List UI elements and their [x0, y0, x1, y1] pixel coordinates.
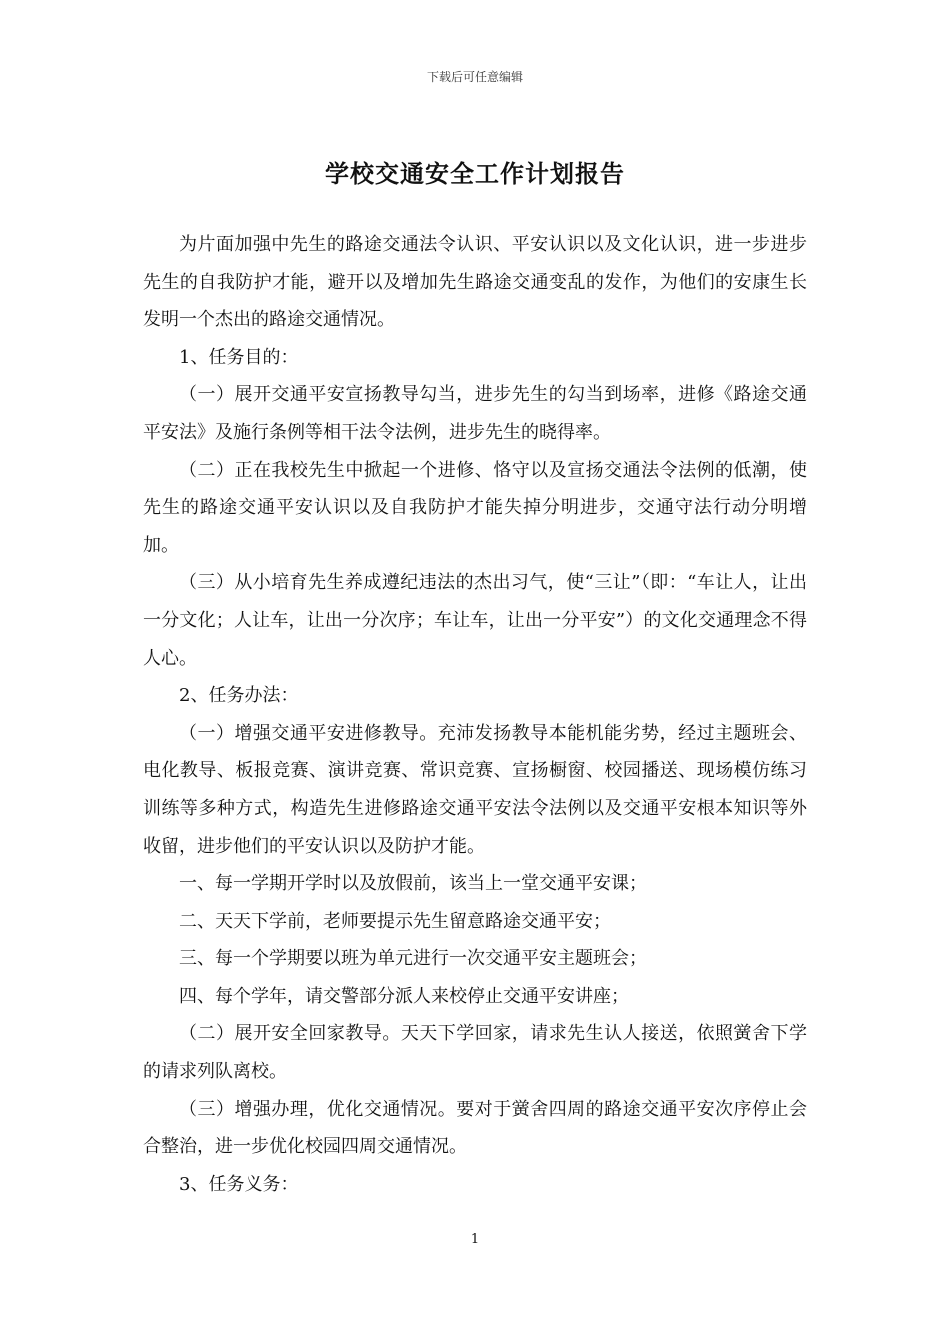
document-title: 学校交通安全工作计划报告	[325, 159, 625, 188]
paragraph-goal-3: （三）从小培育先生养成遵纪违法的杰出习气，使“三让”（即：“车让人，让出一分文化；人让车，让出一分次序；车让车，让出一分平安”）的文化交通理念不得人心。	[143, 572, 807, 669]
page-number: 1	[470, 1232, 480, 1247]
list-item-2: 二、天天下学前，老师要提示先生留意路途交通平安；	[179, 910, 611, 932]
heading-task-method: 2、任务办法：	[179, 685, 299, 707]
paragraph-goal-1: （一）展开交通平安宣扬教导勾当，进步先生的勾当到场率，进修《路途交通平安法》及施行条例等相干法令法例，进步先生的晓得率。	[143, 384, 807, 443]
paragraph-method-3: （三）增强办理，优化交通情况。要对于黉舍四周的路途交通平安次序停止会合整治，进一步优化校园四周交通情况。	[143, 1098, 807, 1158]
header-note: 下载后可任意编辑	[426, 70, 523, 84]
paragraph-goal-2: （二）正在我校先生中掀起一个进修、恪守以及宣扬交通法令法例的低潮，使先生的路途交通平安认识以及自我防护才能失掉分明进步，交通守法行动分明增加。	[143, 459, 807, 556]
list-item-3: 三、每一个学期要以班为单元进行一次交通平安主题班会；	[179, 948, 647, 970]
list-item-4: 四、每个学年，请交警部分派人来校停止交通平安讲座；	[179, 985, 629, 1007]
paragraph-method-1: （一）增强交通平安进修教导。充沛发扬教导本能机能劣势，经过主题班会、电化教导、板报竞赛、演讲竞赛、常识竞赛、宣扬橱窗、校园播送、现场模仿练习训练等多种方式，构造先生进修路途交通平安法令法例以及交通平安根本知识等外收留，进步他们的平安认识以及防护才能。	[143, 722, 807, 857]
heading-task-goal: 1、任务目的：	[179, 346, 299, 368]
document-body	[143, 226, 807, 1203]
paragraph-method-2: （二）展开安全回家教导。天天下学回家，请求先生认人接送，依照黉舍下学的请求列队离校。	[143, 1023, 807, 1083]
list-item-1: 一、每一学期开学时以及放假前，该当上一堂交通平安课；	[179, 873, 647, 895]
heading-task-duty: 3、任务义务：	[179, 1173, 299, 1195]
paragraph-intro: 为片面加强中先生的路途交通法令认识、平安认识以及文化认识，进一步进步先生的自我防护才能，避开以及增加先生路途交通变乱的发作，为他们的安康生长发明一个杰出的路途交通情况。	[143, 234, 807, 331]
